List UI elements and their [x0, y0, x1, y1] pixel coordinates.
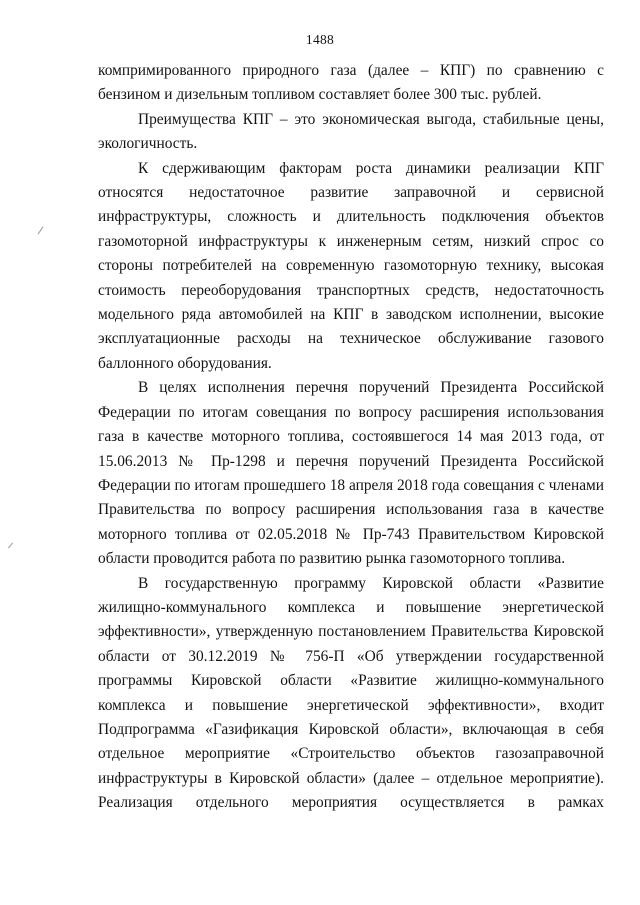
body-text: [98, 59, 604, 816]
scan-mark: [38, 227, 44, 235]
paragraph-presidential-instructions: В целях исполнения перечня поручений Президента Российской Федерации по итогам совещания по вопросу расширения использования газа в качестве моторного топлива, состоявшегося 14 мая 2013 года, от 15.06.2013 № Пр-1298 и перечня поручений Президента Российской Федерации по итогам прошедшего 18 апреля 2018 года совещания с членами Правительства по вопросу расширения использования газа в качестве моторного топлива от 02.05.2018 № Пр-743 Правительством Кировской области проводится работа по развитию рынка газомоторного топлива.: [98, 379, 604, 568]
paragraph-state-program: В государственную программу Кировской области «Развитие жилищно-коммунального комплекса и повышение энергетической эффективности», утвержденную постановлением Правительства Кировской области от 30.12.2019 № 756-П «Об утверждении государственной программы Кировской области «Развитие жилищно-коммунального комплекса и повышение энергетической эффективности», входит Подпрограмма «Газификация Кировской области», включающая в себя отдельное мероприятие «Строительство объектов газозаправочной инфраструктуры в Кировской области» (далее – отдельное мероприятие). Реализация отдельного мероприятия осуществляется в рамках: [98, 574, 604, 812]
paragraph-advantages: Преимущества КПГ – это экономическая выгода, стабильные цены, экологичность.: [98, 110, 604, 153]
paragraph-constraining-factors: К сдерживающим факторам роста динамики реализации КПГ относятся недостаточное развитие заправочной и сервисной инфраструктуры, сложность и длительность подключения объектов газомоторной инфраструктуры к инженерным сетям, низкий спрос со стороны потребителей на современную газомоторную технику, высокая стоимость переоборудования транспортных средств, недостаточность модельного ряда автомобилей на КПГ в заводском исполнении, высокие эксплуатационные расходы на техническое обслуживание газового баллонного оборудования.: [98, 159, 604, 372]
paragraph-continuation: компримированного природного газа (далее – КПГ) по сравнению с бензином и дизельным топливом составляет более 300 тыс. рублей.: [98, 62, 604, 104]
page-number: 1488: [305, 32, 335, 47]
scan-mark: [8, 542, 13, 548]
